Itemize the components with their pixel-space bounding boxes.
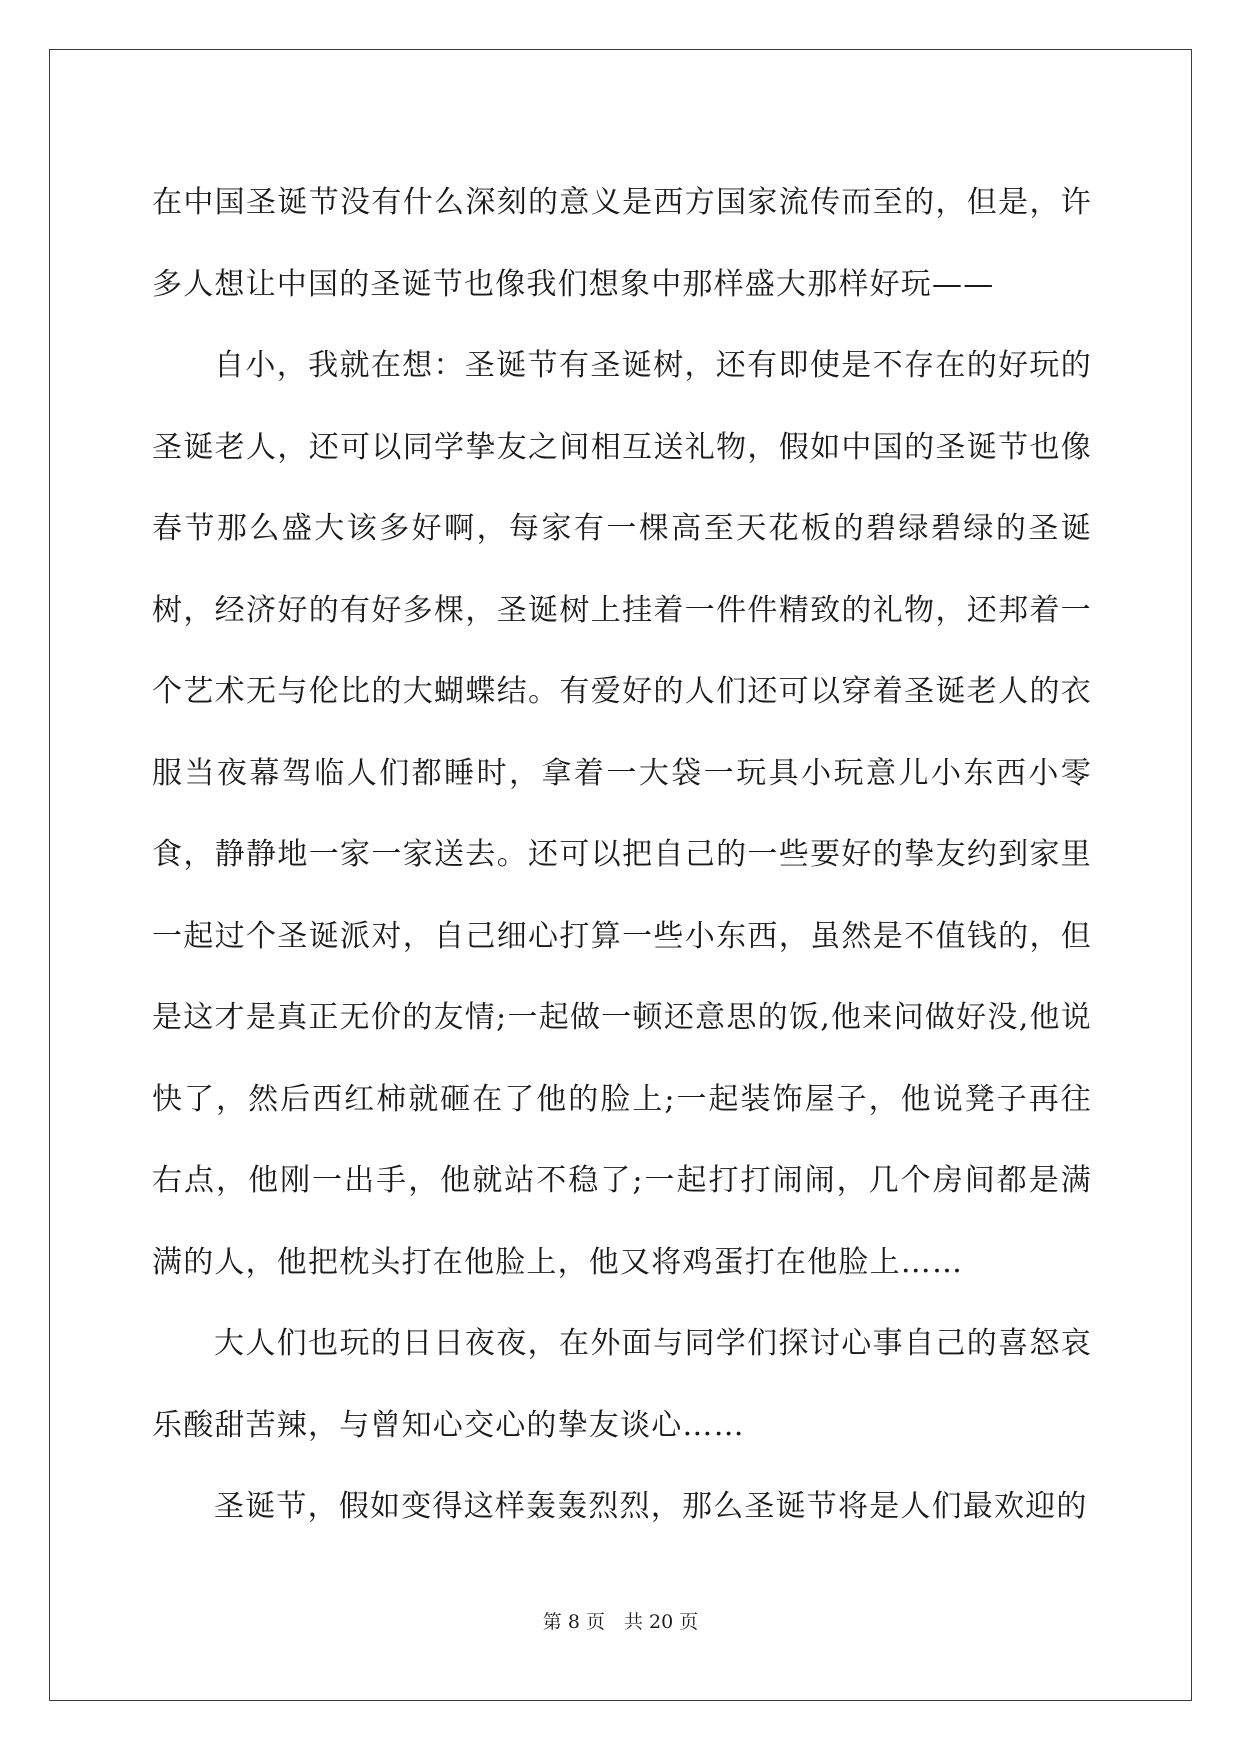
body-text bbox=[152, 162, 1092, 1548]
paragraph-3: 大人们也玩的日日夜夜，在外面与同学们探讨心事自己的喜怒哀乐酸甜苦辣，与曾知心交心的挚友谈心…… bbox=[152, 1326, 1092, 1443]
paragraph-1: 在中国圣诞节没有什么深刻的意义是西方国家流传而至的，但是，许多人想让中国的圣诞节也像我们想象中那样盛大那样好玩—— bbox=[152, 185, 1092, 302]
page-footer bbox=[0, 1607, 1241, 1634]
paragraph-2: 自小，我就在想：圣诞节有圣诞树，还有即使是不存在的好玩的圣诞老人，还可以同学挚友之间相互送礼物，假如中国的圣诞节也像春节那么盛大该多好啊，每家有一棵高至天花板的碧绿碧绿的圣诞树，经济好的有好多棵，圣诞树上挂着一件件精致的礼物，还邦着一个艺术无与伦比的大蝴蝶结。有爱好的人们还可以穿着圣诞老人的衣服当夜幕驾临人们都睡时，拿着一大袋一玩具小玩意儿小东西小零食，静静地一家一家送去。还可以把自己的一些要好的挚友约到家里一起过个圣诞派对，自己细心打算一些小东西，虽然是不值钱的，但是这才是真正无价的友情;一起做一顿还意思的饭,他来问做好没,他说快了，然后西红柿就砸在了他的脸上;一起装饰屋子，他说凳子再往右点，他刚一出手，他就站不稳了;一起打打闹闹，几个房间都是满满的人，他把枕头打在他脸上，他又将鸡蛋打在他脸上…… bbox=[152, 348, 1092, 1280]
paragraph-4: 圣诞节，假如变得这样轰轰烈烈，那么圣诞节将是人们最欢迎的 bbox=[214, 1489, 1088, 1524]
page-number-label: 第 8 页 共 20 页 bbox=[542, 1611, 699, 1633]
